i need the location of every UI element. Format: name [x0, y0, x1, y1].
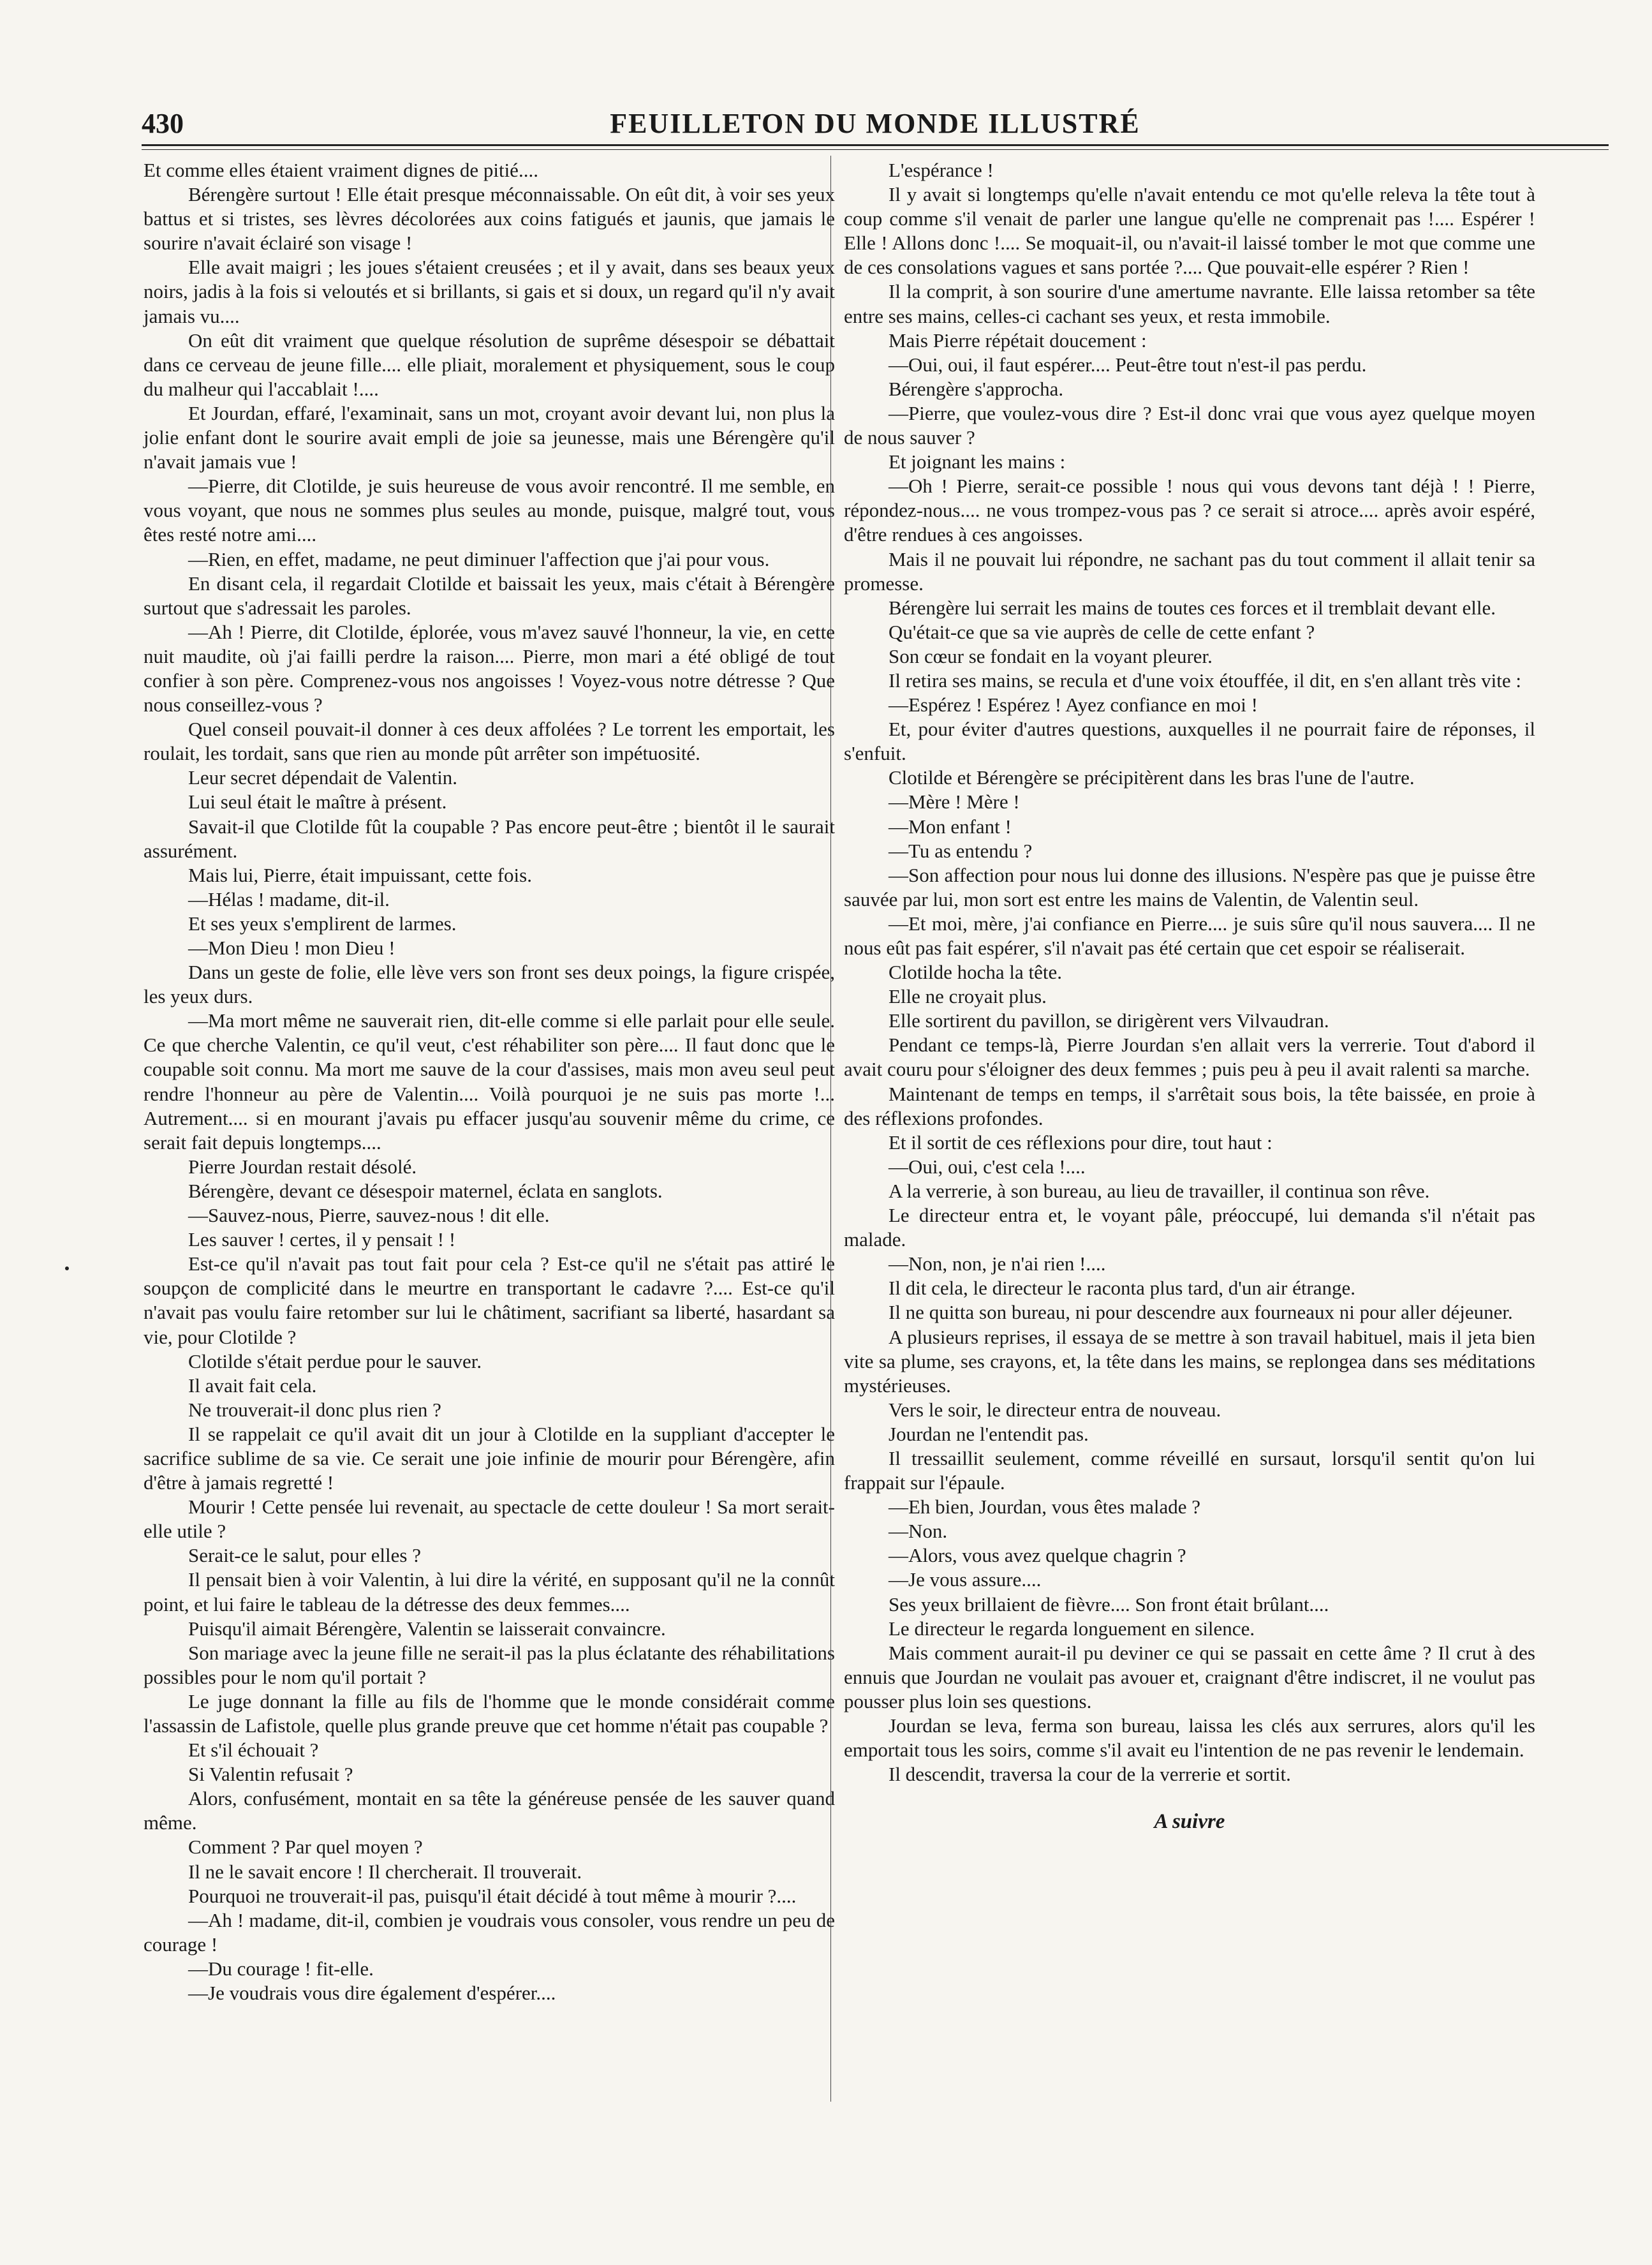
paragraph: —Je vous assure....	[889, 1568, 1042, 1591]
paragraph: Mais il ne pouvait lui répondre, ne sachant pas du tout comment il allait tenir sa promesse.	[844, 547, 1535, 595]
paragraph: Et Jourdan, effaré, l'examinait, sans un mot, croyant avoir devant lui, non plus la jolie enfant dont le sourire avait empli de joie sa jeunesse, mais une Bérengère qu'il n'avait jamais vue !	[144, 401, 835, 473]
paragraph: Il tressaillit seulement, comme réveillé en sursaut, lorsqu'il sentit qu'on lui frappait sur l'épaule.	[844, 1446, 1535, 1494]
paragraph: Bérengère lui serrait les mains de toutes ces forces et il tremblait devant elle.	[889, 596, 1496, 619]
paragraph: —Alors, vous avez quelque chagrin ?	[889, 1544, 1186, 1567]
paragraph: L'espérance !	[889, 159, 994, 181]
right-column-body	[844, 158, 1535, 1786]
paragraph: —Ah ! Pierre, dit Clotilde, éplorée, vous m'avez sauvé l'honneur, la vie, en cette nuit maudite, où j'ai failli perdre la raison.... Pierre, mon mari a été obligé de tout confier à son père. Comprenez-vous nos angoisses ! Voyez-vous notre détresse ? Que nous conseillez-vous ?	[144, 620, 835, 717]
paragraph: Puisqu'il aimait Bérengère, Valentin se laisserait convaincre.	[188, 1617, 666, 1640]
paragraph: Et s'il échouait ?	[188, 1739, 319, 1762]
right-column	[844, 158, 1535, 1834]
paragraph: Jourdan se leva, ferma son bureau, laissa les clés aux serrures, alors qu'il les emportait tous les soirs, comme s'il avait eu l'intention de ne pas revenir le lendemain.	[844, 1714, 1535, 1762]
paragraph: Jourdan ne l'entendit pas.	[889, 1422, 1089, 1445]
paragraph: —Sauvez-nous, Pierre, sauvez-nous ! dit elle.	[188, 1204, 550, 1227]
paragraph: —Du courage ! fit-elle.	[188, 1957, 374, 1980]
paragraph: Mais lui, Pierre, était impuissant, cette fois.	[188, 863, 532, 886]
paragraph: —Ah ! madame, dit-il, combien je voudrais vous consoler, vous rendre un peu de courage !	[144, 1908, 835, 1956]
paragraph: Clotilde hocha la tête.	[889, 961, 1063, 984]
paragraph: Alors, confusément, montait en sa tête la généreuse pensée de les sauver quand même.	[144, 1787, 835, 1834]
paragraph: Elle ne croyait plus.	[889, 985, 1047, 1008]
paragraph: Et joignant les mains :	[889, 450, 1066, 473]
paragraph: Elle sortirent du pavillon, se dirigèrent vers Vilvaudran.	[889, 1009, 1329, 1032]
paragraph: Et comme elles étaient vraiment dignes de pitié....	[144, 159, 538, 181]
paragraph: Le juge donnant la fille au fils de l'homme que le monde considérait comme l'assassin de Lafistole, quelle plus grande preuve que cet homme n'était pas coupable ?	[144, 1689, 835, 1737]
paragraph: Clotilde et Bérengère se précipitèrent dans les bras l'une de l'autre.	[889, 766, 1415, 789]
paragraph: Le directeur le regarda longuement en silence.	[889, 1617, 1255, 1640]
paragraph: Il descendit, traversa la cour de la verrerie et sortit.	[889, 1763, 1291, 1786]
paragraph: —Et moi, mère, j'ai confiance en Pierre.... je suis sûre qu'il nous sauvera.... Il ne nous eût pas fait espérer, s'il n'avait pas été certain que cet espoir se réaliserait.	[844, 912, 1535, 959]
paragraph: Clotilde s'était perdue pour le sauver.	[188, 1349, 482, 1372]
left-column	[144, 158, 835, 2005]
paragraph: Il retira ses mains, se recula et d'une voix étouffée, il dit, en s'en allant très vite :	[889, 669, 1521, 692]
paragraph: —Pierre, que voulez-vous dire ? Est-il donc vrai que vous ayez quelque moyen de nous sauver ?	[844, 401, 1535, 449]
paragraph: Bérengère s'approcha.	[889, 377, 1064, 400]
paragraph: —Espérez ! Espérez ! Ayez confiance en moi !	[889, 694, 1258, 717]
paragraph: —Non.	[889, 1520, 948, 1543]
paragraph: Ses yeux brillaient de fièvre.... Son front était brûlant....	[889, 1593, 1329, 1615]
paragraph: Il dit cela, le directeur le raconta plus tard, d'un air étrange.	[889, 1277, 1356, 1300]
paragraph: Et ses yeux s'emplirent de larmes.	[188, 912, 457, 935]
paragraph: —Hélas ! madame, dit-il.	[188, 887, 390, 910]
paragraph: Son mariage avec la jeune fille ne serait-il pas la plus éclatante des réhabilitations possibles pour le nom qu'il portait ?	[144, 1641, 835, 1688]
paragraph: Et il sortit de ces réflexions pour dire, tout haut :	[889, 1131, 1272, 1154]
paragraph: —Oui, oui, il faut espérer.... Peut-être tout n'est-il pas perdu.	[889, 353, 1367, 376]
header-rule-thin	[142, 149, 1609, 150]
paragraph: Maintenant de temps en temps, il s'arrêtait sous bois, la tête baissée, en proie à des réflexions profondes.	[844, 1082, 1535, 1129]
paragraph: Dans un geste de folie, elle lève vers son front ses deux poings, la figure crispée, les yeux durs.	[144, 961, 835, 1008]
paragraph: Mourir ! Cette pensée lui revenait, au spectacle de cette douleur ! Sa mort serait-elle utile ?	[144, 1496, 835, 1543]
paragraph: —Tu as entendu ?	[889, 839, 1033, 862]
paragraph: Le directeur entra et, le voyant pâle, préoccupé, lui demanda s'il n'était pas malade.	[844, 1204, 1535, 1251]
paragraph: —Je voudrais vous dire également d'espérer....	[188, 1982, 556, 2005]
running-title: FEUILLETON DU MONDE ILLUSTRÉ	[610, 108, 1140, 139]
paragraph: Pourquoi ne trouverait-il pas, puisqu'il était décidé à tout même à mourir ?....	[188, 1884, 797, 1907]
paragraph: —Mon Dieu ! mon Dieu !	[188, 937, 395, 959]
paragraph: —Son affection pour nous lui donne des illusions. N'espère pas que je puisse être sauvée par lui, mon sort est entre les mains de Valentin, de Valentin seul.	[844, 863, 1535, 910]
paragraph: Il ne quitta son bureau, ni pour descendre aux fourneaux ni pour aller déjeuner.	[889, 1301, 1513, 1324]
paragraph: Il avait fait cela.	[188, 1374, 317, 1397]
paragraph: Il la comprit, à son sourire d'une amertume navrante. Elle laissa retomber sa tête entre ses mains, celles-ci cachant ses yeux, et resta immobile.	[844, 280, 1535, 327]
paragraph: Et, pour éviter d'autres questions, auxquelles il ne pourrait faire de réponses, il s'enfuit.	[844, 718, 1535, 765]
paragraph: Quel conseil pouvait-il donner à ces deux affolées ? Le torrent les emportait, les roulait, les tordait, sans que rien au monde pût arrêter son impétuosité.	[144, 718, 835, 765]
paragraph: Lui seul était le maître à présent.	[188, 791, 447, 813]
paragraph: —Ma mort même ne sauverait rien, dit-elle comme si elle parlait pour elle seule. Ce que cherche Valentin, ce qu'il veut, c'est réhabiliter son père.... Il faut donc que le coupable soit connu. Ma mort me sauve de la cour d'assises, mais mon aveu seul peut rendre l'honneur au père de Valentin.... Voilà pourquoi je ne suis pas morte !... Autrement.... si en mourant j'avais pu effacer jusqu'au souvenir même du crime, ce serait fait depuis longtemps....	[144, 1009, 835, 1154]
paragraph: Les sauver ! certes, il y pensait ! !	[188, 1228, 456, 1251]
paragraph: Comment ? Par quel moyen ?	[188, 1836, 423, 1859]
paragraph: Savait-il que Clotilde fût la coupable ? Pas encore peut-être ; bientôt il le saurait assurément.	[144, 815, 835, 862]
paragraph: Il y avait si longtemps qu'elle n'avait entendu ce mot qu'elle releva la tête tout à coup comme s'il venait de parler une langue qu'elle ne comprenait pas !.... Espérer ! Elle ! Allons donc !.... Se moquait-il, ou n'avait-il laissé tomber le mot que comme une de ces consolations vagues et sans portée ?.... Que pouvait-elle espérer ? Rien !	[844, 183, 1535, 279]
paragraph: —Pierre, dit Clotilde, je suis heureuse de vous avoir rencontré. Il me semble, en vous voyant, que nous ne sommes plus seules au monde, puisque, malgré tout, vous êtes resté notre ami....	[144, 475, 835, 546]
paragraph: —Mon enfant !	[889, 815, 1012, 838]
page-header	[142, 102, 1609, 147]
column-divider	[830, 156, 831, 2102]
paragraph: Mais Pierre répétait doucement :	[889, 329, 1147, 352]
paragraph: Elle avait maigri ; les joues s'étaient creusées ; et il y avait, dans ses beaux yeux noirs, jadis à la fois si veloutés et si brillants, si gais et si doux, un regard qu'il n'y avait jamais vu....	[144, 256, 835, 327]
paragraph: Serait-ce le salut, pour elles ?	[188, 1544, 421, 1567]
paragraph: A plusieurs reprises, il essaya de se mettre à son travail habituel, mais il jeta bien vite sa plume, ses crayons, et, la tête dans les mains, se replongea dans ses méditations mystérieuses.	[844, 1325, 1535, 1397]
to-be-continued: A suivre	[1154, 1810, 1225, 1834]
paragraph: —Rien, en effet, madame, ne peut diminuer l'affection que j'ai pour vous.	[188, 547, 770, 570]
paragraph: —Eh bien, Jourdan, vous êtes malade ?	[889, 1496, 1200, 1519]
paragraph: Mais comment aurait-il pu deviner ce qui se passait en cette âme ? Il crut à des ennuis que Jourdan ne voulait pas avouer et, craignant d'être indiscret, il ne voulut pas pousser plus loin ses questions.	[844, 1641, 1535, 1712]
paragraph: Ne trouverait-il donc plus rien ?	[188, 1398, 441, 1421]
paragraph: Bérengère surtout ! Elle était presque méconnaissable. On eût dit, à voir ses yeux battus et si tristes, ses lèvres décolorées aux coins fatigués et jaunis, que jamais le sourire n'avait éclairé son visage !	[144, 183, 835, 255]
paragraph: Leur secret dépendait de Valentin.	[188, 766, 458, 789]
paragraph: Pendant ce temps-là, Pierre Jourdan s'en allait vers la verrerie. Tout d'abord il avait couru pour s'éloigner des deux femmes ; puis peu à peu il avait ralenti sa marche.	[844, 1034, 1535, 1081]
page-number: 430	[142, 108, 184, 139]
paragraph: Si Valentin refusait ?	[188, 1763, 353, 1786]
header-rule	[142, 144, 1609, 146]
paragraph: A la verrerie, à son bureau, au lieu de travailler, il continua son rêve.	[889, 1179, 1430, 1202]
print-speck	[65, 1266, 69, 1270]
paragraph: —Mère ! Mère !	[889, 791, 1020, 813]
paragraph: Vers le soir, le directeur entra de nouveau.	[889, 1398, 1221, 1421]
paragraph: Il se rappelait ce qu'il avait dit un jour à Clotilde en la suppliant d'accepter le sacrifice sublime de sa vie. Ce serait une joie infinie de mourir pour Bérengère, afin d'être à jamais regretté !	[144, 1422, 835, 1494]
paragraph: —Oh ! Pierre, serait-ce possible ! nous qui vous devons tant déjà ! ! Pierre, répondez-nous.... ne vous trompez-vous pas ? ce serait si atroce.... après avoir espéré, d'être rendues à ces angoisses.	[844, 475, 1535, 546]
paragraph: Pierre Jourdan restait désolé.	[188, 1155, 417, 1178]
paragraph: Il ne le savait encore ! Il chercherait. Il trouverait.	[188, 1860, 582, 1883]
paragraph: Il pensait bien à voir Valentin, à lui dire la vérité, en supposant qu'il ne la connût point, et lui faire le tableau de la détresse des deux femmes....	[144, 1568, 835, 1615]
paragraph: On eût dit vraiment que quelque résolution de suprême désespoir se débattait dans ce cerveau de jeune fille.... elle pliait, moralement et physiquement, sous le coup du malheur qui l'accablait !....	[144, 329, 835, 400]
paragraph: Bérengère, devant ce désespoir maternel, éclata en sanglots.	[188, 1179, 663, 1202]
paragraph: Son cœur se fondait en la voyant pleurer.	[889, 644, 1213, 667]
paragraph: Est-ce qu'il n'avait pas tout fait pour cela ? Est-ce qu'il ne s'était pas attiré le soupçon de complicité dans le meurtre en transportant le cadavre ?.... Est-ce qu'il n'avait pas voulu faire retomber sur lui le châtiment, sacrifiant sa liberté, hasardant sa vie, pour Clotilde ?	[144, 1252, 835, 1348]
paragraph: —Oui, oui, c'est cela !....	[889, 1155, 1086, 1178]
paragraph: En disant cela, il regardait Clotilde et baissait les yeux, mais c'était à Bérengère surtout que s'adressait les paroles.	[144, 572, 835, 619]
paragraph: Qu'était-ce que sa vie auprès de celle de cette enfant ?	[889, 620, 1315, 643]
paragraph: —Non, non, je n'ai rien !....	[889, 1252, 1106, 1275]
